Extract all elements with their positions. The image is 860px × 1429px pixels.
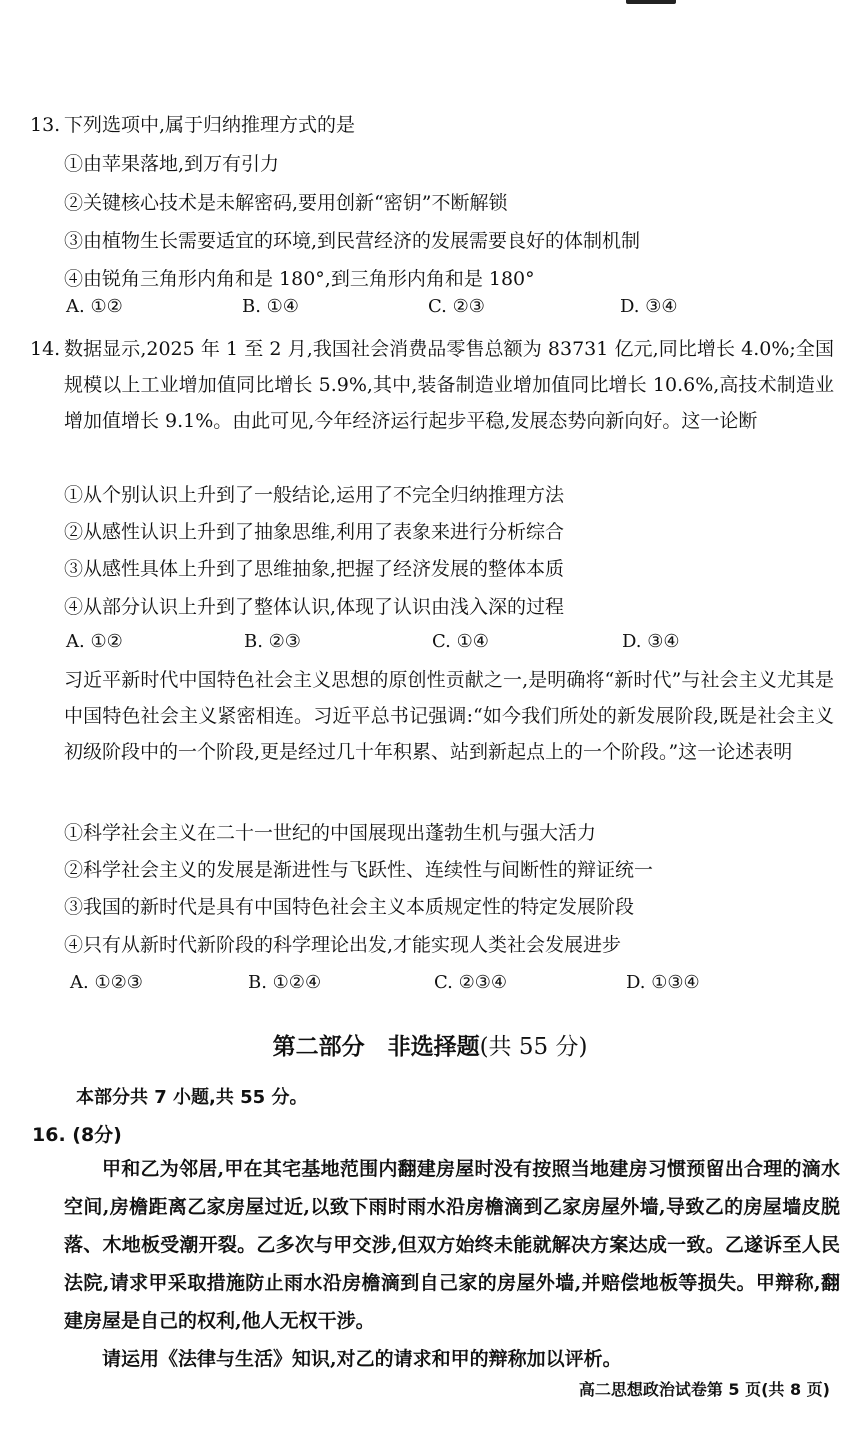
q14-stem: 数据显示,2025 年 1 至 2 月,我国社会消费品零售总额为 83731 亿元,同比增长 4.0%;全国规模以上工业增加值同比增长 5.9%,其中,装备制造业增加值同比增长 10.6%,高技术制造业增加值增长 9.1%。由此可见,今年经济运行起步平稳,发展态势向新向好。这一论断 [64, 338, 834, 432]
q13-choice-d[interactable]: D. ③④ [620, 296, 678, 317]
q15-choice-d[interactable]: D. ①③④ [626, 972, 700, 993]
q13-stem [30, 112, 355, 138]
q15-choice-a[interactable]: A. ①②③ [70, 972, 143, 993]
q16-paragraph-1: 甲和乙为邻居,甲在其宅基地范围内翻建房屋时没有按照当地建房习惯预留出合理的滴水空间,房檐距离乙家房屋过近,以致下雨时雨水沿房檐滴到乙家房屋外墙,导致乙的房屋墙皮脱落、木地板受潮开裂。乙多次与甲交涉,但双方始终未能就解决方案达成一致。乙遂诉至人民法院,请求甲采取措施防止雨水沿房檐滴到自己家的房屋外墙,并赔偿地板等损失。甲辩称,翻建房屋是自己的权利,他人无权干涉。 [64, 1158, 840, 1332]
q15-item-2: ②科学社会主义的发展是渐进性与飞跃性、连续性与间断性的辩证统一 [64, 859, 654, 881]
q14-choice-b[interactable]: B. ②③ [244, 631, 301, 652]
q13-item-2: ②关键核心技术是未解密码,要用创新“密钥”不断解锁 [64, 192, 508, 214]
q14-choice-a[interactable]: A. ①② [66, 631, 123, 652]
q16-label: 16. (8分) [32, 1124, 122, 1146]
q14-choices [66, 631, 786, 657]
section-title-sub: (共 55 分) [479, 1034, 588, 1060]
q14-number-wrap [30, 336, 64, 362]
q14-item-2: ②从感性认识上升到了抽象思维,利用了表象来进行分析综合 [64, 521, 565, 543]
q14-item-4: ④从部分认识上升到了整体认识,体现了认识由浅入深的过程 [64, 596, 565, 618]
q14-item-1: ①从个别认识上升到了一般结论,运用了不完全归纳推理方法 [64, 484, 565, 506]
q15-choice-c[interactable]: C. ②③④ [434, 972, 507, 993]
q13-choice-c[interactable]: C. ②③ [428, 296, 485, 317]
q13-item-3: ③由植物生长需要适宜的环境,到民营经济的发展需要良好的体制机制 [64, 230, 641, 252]
scan-mark [626, 0, 676, 4]
q15-choice-b[interactable]: B. ①②④ [248, 972, 322, 993]
q13-choice-b[interactable]: B. ①④ [242, 296, 299, 317]
q14-choice-c[interactable]: C. ①④ [432, 631, 489, 652]
section-title [0, 1028, 860, 1061]
q13-number: 13. [30, 114, 61, 136]
q13-choices [66, 296, 786, 322]
q13-stem-text: 下列选项中,属于归纳推理方式的是 [64, 114, 356, 136]
q15-stem: 习近平新时代中国特色社会主义思想的原创性贡献之一,是明确将“新时代”与社会主义尤其是中国特色社会主义紧密相连。习近平总书记强调:“如今我们所处的新发展阶段,既是社会主义初级阶段中的一个阶段,更是经过几十年积累、站到新起点上的一个阶段。”这一论述表明 [64, 669, 834, 763]
q15-item-1: ①科学社会主义在二十一世纪的中国展现出蓬勃生机与强大活力 [64, 822, 597, 844]
q13-choice-a[interactable]: A. ①② [66, 296, 123, 317]
q13-item-4: ④由锐角三角形内角和是 180°,到三角形内角和是 180° [64, 268, 535, 290]
q14-item-3: ③从感性具体上升到了思维抽象,把握了经济发展的整体本质 [64, 558, 565, 580]
q15-item-4: ④只有从新时代新阶段的科学理论出发,才能实现人类社会发展进步 [64, 934, 622, 956]
q15-item-3: ③我国的新时代是具有中国特色社会主义本质规定性的特定发展阶段 [64, 896, 635, 918]
q14-choice-d[interactable]: D. ③④ [622, 631, 680, 652]
q15-choices [66, 972, 786, 998]
q14-number: 14. [30, 338, 61, 360]
section-note: 本部分共 7 小题,共 55 分。 [76, 1087, 308, 1108]
q16-paragraph-2: 请运用《法律与生活》知识,对乙的请求和甲的辩称加以评析。 [102, 1348, 622, 1370]
page-footer: 高二思想政治试卷第 5 页(共 8 页) [578, 1380, 830, 1399]
q13-item-1: ①由苹果落地,到万有引力 [64, 153, 280, 175]
q16-passage [64, 1150, 840, 1378]
section-title-main: 第二部分 非选择题 [272, 1034, 480, 1060]
